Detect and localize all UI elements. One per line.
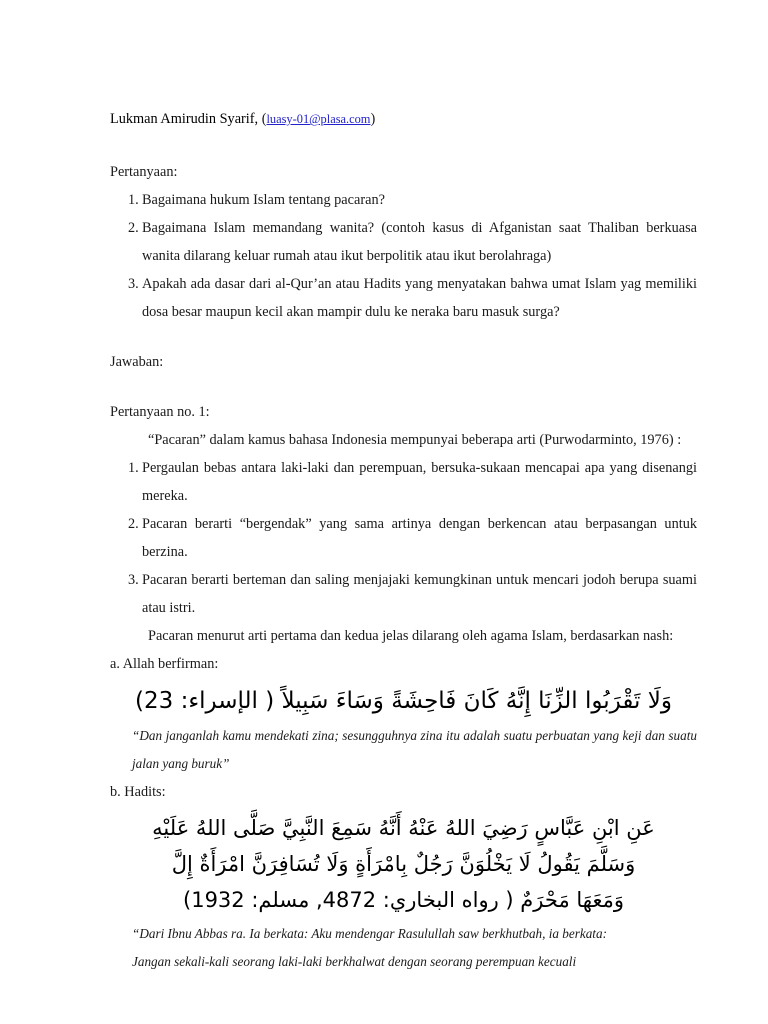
- open-paren: (: [261, 111, 267, 127]
- definitions-list: [110, 454, 697, 622]
- quran-verse-translation: “Dan janganlah kamu mendekati zina; sesungguhnya zina itu adalah suatu perbuatan yang keji dan suatu jalan yang buruk”: [132, 728, 697, 771]
- list-text: Apakah ada dasar dari al-Qur’an atau Hadits yang menyatakan bahwa umat Islam yag memiliki dosa besar maupun kecil akan mampir dulu ke neraka baru masuk surga?: [142, 276, 697, 320]
- list-marker: 1.: [128, 192, 139, 208]
- list-marker: 2.: [128, 516, 139, 532]
- source-a-label: a. Allah berfirman:: [110, 656, 219, 672]
- list-item: [110, 214, 697, 270]
- list-text: Pacaran berarti “bergendak” yang sama artinya dengan berkencan atau berpasangan untuk berzina.: [142, 516, 697, 560]
- list-marker: 3.: [128, 572, 139, 588]
- hadith-arabic-block: [110, 810, 697, 918]
- hadith-translation-line-1: “Dari Ibnu Abbas ra. Ia berkata: Aku mendengar Rasulullah saw berkhutbah, ia berkata:: [132, 926, 607, 941]
- document-body: [110, 108, 697, 976]
- list-text: Pacaran berarti berteman dan saling menjajaki kemungkinan untuk mencari jodoh berupa suami atau istri.: [142, 572, 697, 616]
- spacer: [110, 326, 697, 348]
- list-marker: 3.: [128, 276, 139, 292]
- quran-verse-arabic: وَلَا تَقْرَبُوا الزِّنَا إِنَّهُ كَانَ فَاحِشَةً وَسَاءَ سَبِيلاً ( الإسراء: 32): [135, 688, 672, 714]
- ruling-paragraph: Pacaran menurut arti pertama dan kedua jelas dilarang oleh agama Islam, berdasarkan nash:: [148, 628, 674, 644]
- author-name: Lukman Amirudin Syarif,: [110, 111, 259, 127]
- close-paren: ): [370, 111, 376, 127]
- email-link[interactable]: luasy-01@plasa.com: [266, 112, 371, 126]
- questions-list: [110, 186, 697, 326]
- list-marker: 1.: [128, 460, 139, 476]
- questions-heading: Pertanyaan:: [110, 164, 178, 180]
- spacer: [110, 130, 697, 158]
- hadith-arabic-line-2: وَسَلَّمَ يَقُولُ لَا يَخْلُوَنَّ رَجُلٌ بِامْرَأَةٍ وَلَا تُسَافِرَنَّ امْرَأَةٌ إِلَّ: [171, 852, 636, 876]
- list-item: [110, 454, 697, 510]
- answer-one-heading: Pertanyaan no. 1:: [110, 404, 210, 420]
- answers-heading: Jawaban:: [110, 354, 164, 370]
- hadith-arabic-line-3: وَمَعَهَا مَحْرَمٌ ( رواه البخاري: 2784, مسلم: 2391): [183, 888, 624, 912]
- hadith-translation-line-2: Jangan sekali-kali seorang laki-laki berkhalwat dengan seorang perempuan kecuali: [132, 954, 577, 969]
- hadith-arabic-line-1: عَنِ ابْنِ عَبَّاسٍ رَضِيَ اللهُ عَنْهُ أَنَّهُ سَمِعَ النَّبِيَّ صَلَّى اللهُ عَلَيْهِ: [152, 816, 655, 840]
- list-item: [110, 270, 697, 326]
- list-text: Bagaimana hukum Islam tentang pacaran?: [142, 192, 385, 208]
- list-item: [110, 566, 697, 622]
- definition-intro: “Pacaran” dalam kamus bahasa Indonesia mempunyai beberapa arti (Purwodarminto, 1976) :: [148, 432, 682, 448]
- spacer: [110, 376, 697, 398]
- quran-verse-block: [110, 682, 697, 720]
- list-item: [110, 186, 697, 214]
- list-text: Bagaimana Islam memandang wanita? (contoh kasus di Afganistan saat Thaliban berkuasa wanita dilarang keluar rumah atau ikut berpolitik atau ikut berolahraga): [142, 220, 697, 264]
- list-text: Pergaulan bebas antara laki-laki dan perempuan, bersuka-sukaan mencapai apa yang disenangi mereka.: [142, 460, 697, 504]
- source-b-label: b. Hadits:: [110, 784, 166, 800]
- list-marker: 2.: [128, 220, 139, 236]
- author-line: [110, 108, 697, 130]
- list-item: [110, 510, 697, 566]
